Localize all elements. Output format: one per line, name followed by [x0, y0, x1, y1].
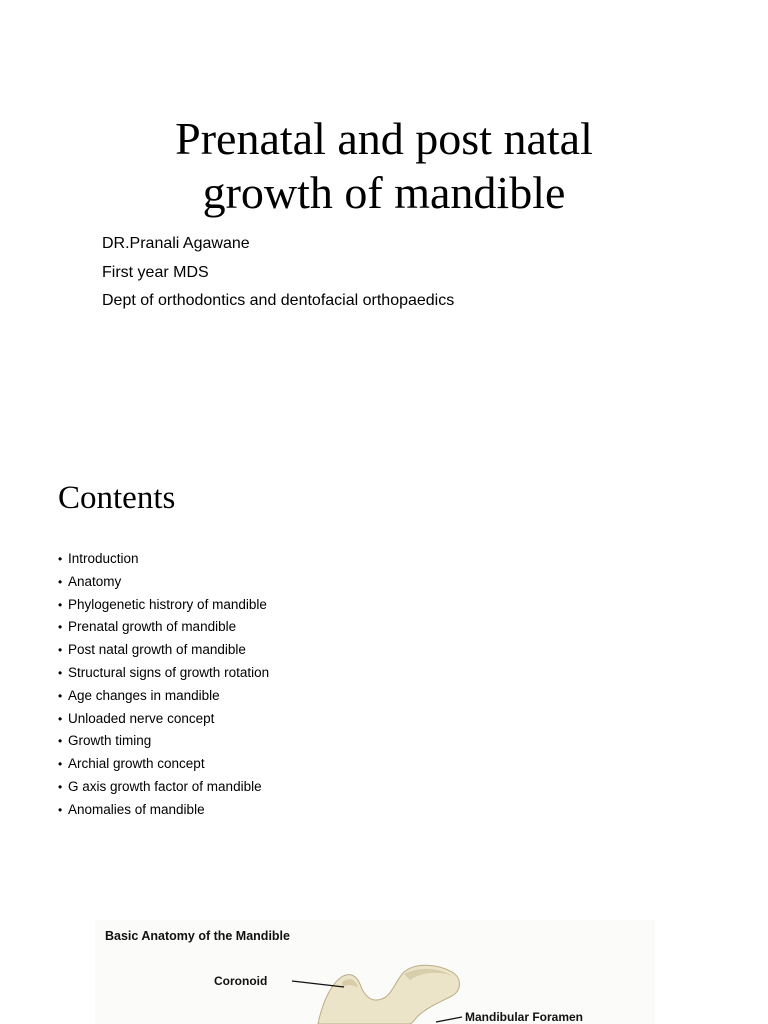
bullet-icon: • [58, 734, 63, 749]
list-item [58, 616, 269, 639]
list-item-text: Post natal growth of mandible [68, 642, 246, 658]
list-item [58, 730, 269, 753]
author-name: DR.Pranali Agawane [102, 235, 250, 252]
list-item-text: Growth timing [68, 733, 152, 749]
mandible-illustration [0, 900, 768, 1024]
list-item-text: Anatomy [68, 573, 122, 589]
figure-title: Basic Anatomy of the Mandible [105, 929, 290, 943]
list-item [58, 571, 269, 594]
bullet-icon: • [58, 597, 63, 612]
list-item-text: G axis growth factor of mandible [68, 778, 262, 794]
bullet-icon: • [58, 552, 63, 566]
contents-heading: Contents [58, 480, 176, 516]
list-item [58, 548, 269, 571]
list-item [58, 662, 269, 685]
list-item-text: Introduction [68, 551, 139, 566]
bullet-icon: • [58, 757, 63, 772]
list-item [58, 594, 269, 617]
list-item-text: Age changes in mandible [68, 687, 220, 703]
list-item-text: Anomalies of mandible [68, 801, 205, 817]
bullet-icon: • [58, 643, 63, 658]
list-item-text: Archial growth concept [68, 756, 205, 772]
bullet-icon: • [58, 574, 63, 589]
anatomy-slide [0, 900, 768, 1024]
slide-title: Prenatal and post natal growth of mandible [175, 113, 593, 218]
bullet-icon: • [58, 688, 63, 703]
bullet-icon: • [58, 620, 63, 635]
bullet-icon: • [58, 711, 63, 726]
author-year: First year MDS [102, 263, 209, 281]
author-department: Dept of orthodontics and dentofacial orthopaedics [102, 292, 455, 309]
contents-slide [0, 440, 768, 900]
list-item [58, 776, 269, 799]
mandibular-foramen-label: Mandibular Foramen [465, 1010, 584, 1024]
list-item [58, 685, 269, 708]
list-item [58, 708, 269, 731]
list-item-text: Structural signs of growth rotation [68, 664, 270, 680]
list-item [58, 753, 269, 776]
contents-list [58, 548, 269, 822]
coronoid-label: Coronoid [214, 974, 268, 988]
bullet-icon: • [58, 779, 63, 794]
list-item-text: Prenatal growth of mandible [68, 619, 237, 635]
list-item [58, 639, 269, 662]
author-info [102, 230, 454, 316]
title-slide [0, 0, 768, 440]
bullet-icon: • [58, 665, 63, 680]
list-item [58, 799, 269, 822]
list-item-text: Unloaded nerve concept [68, 710, 215, 726]
list-item-text: Phylogenetic histrory of mandible [68, 596, 267, 612]
bullet-icon: • [58, 802, 63, 817]
